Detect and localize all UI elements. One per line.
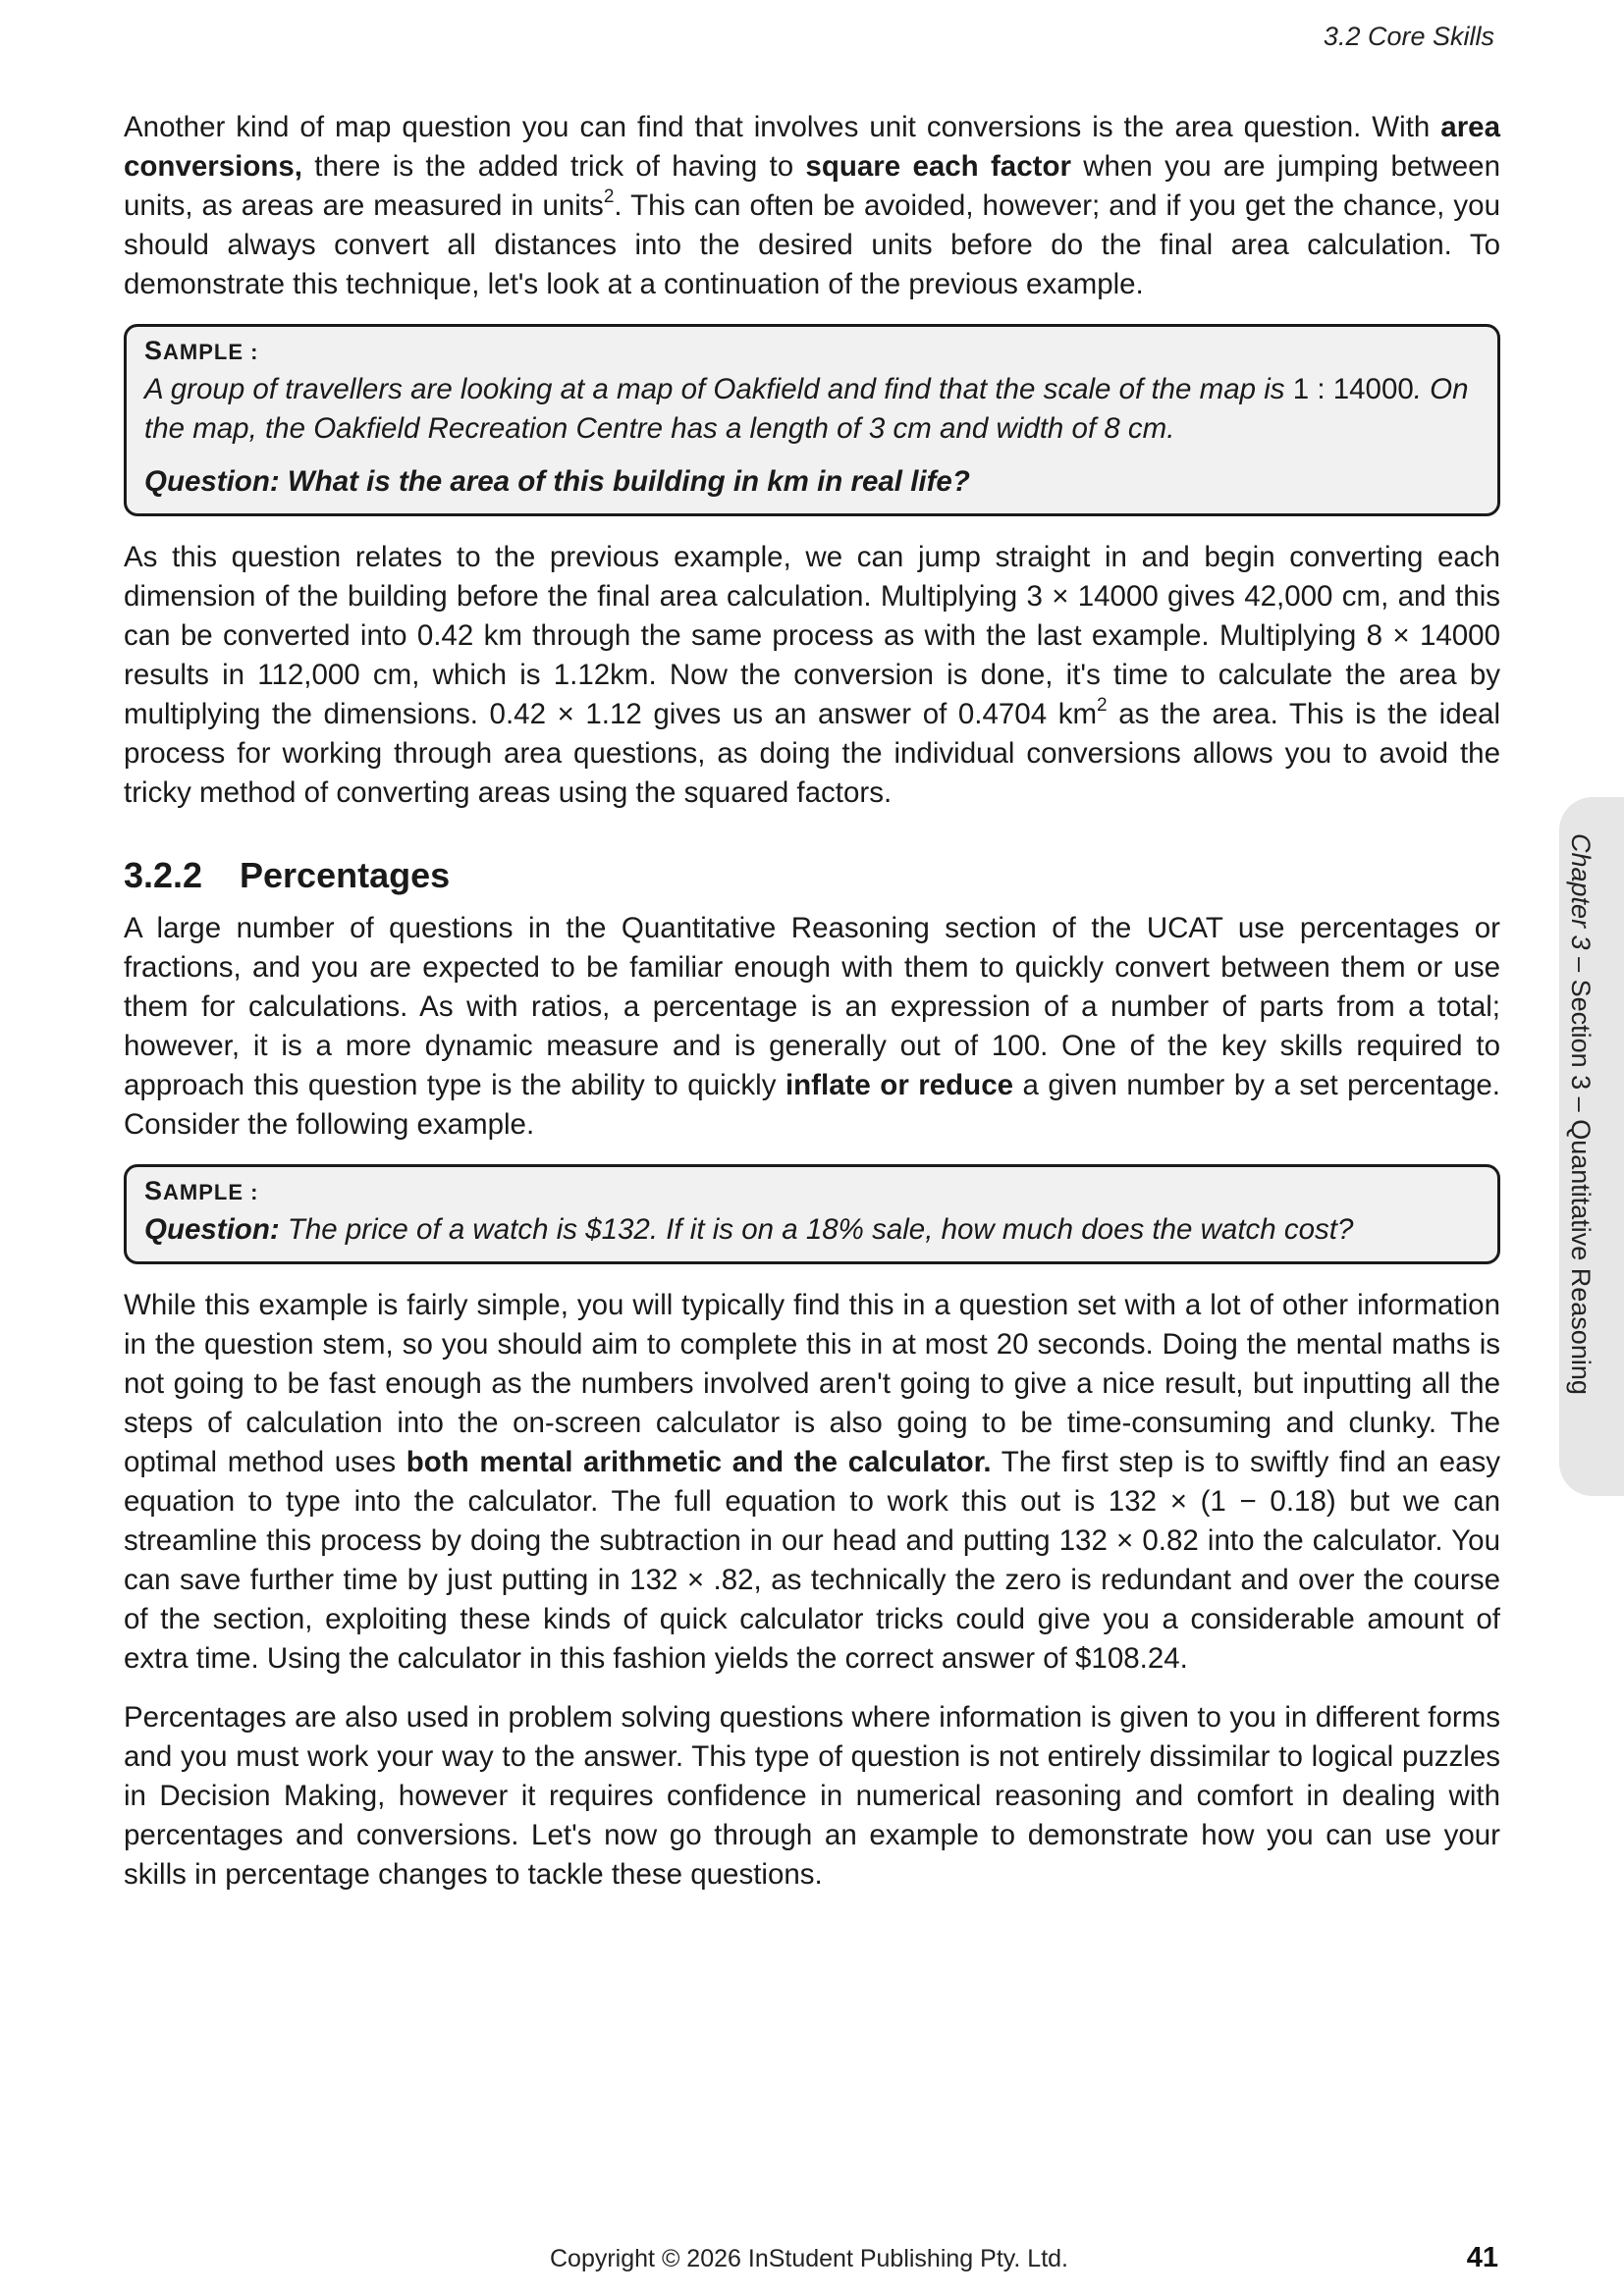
footer-copyright: Copyright © 2026 InStudent Publishing Pty. Ltd. [550,2245,1069,2272]
map-scale-ratio: 1 : 14000 [1292,373,1414,405]
superscript: 2 [603,187,615,207]
sample-text: A group of travellers are looking at a map of Oakfield and find that the scale of the map is 1 : 14000. On the map, the Oakfield Recreation Centre has a length of 3 cm and width of 8 cm. [144,373,1469,445]
area-explanation-paragraph: As this question relates to the previous example, we can jump straight in and begin converting each dimension of the building before the final area calculation. Multiplying 3 × 14000 gives 42,000 cm, and this can be converted into 0.42 km through the same process as with the last example. Multiplying 8 × 14000 results in 112,000 cm, which is 1.12km. Now the conversion is done, it's time to calculate the area by multiplying the dimensions. 0.42 × 1.12 gives us an answer of 0.4704 $km^2$ as the area. This is the ideal process for working through area questions, as doing the individual conversions allows you to avoid the tricky method of converting areas using the squared factors. [124,541,1500,809]
sample-question: Question: What is the area of this building in km in real life? [144,465,970,498]
intro-paragraph [124,108,1500,304]
sample-box-percentage [124,1164,1500,1264]
section-heading [124,854,1500,897]
superscript: 2 [1097,695,1108,716]
sample-question: Question: The price of a watch is $132. If it is on a 18% sale, how much does the watch cost? [144,1213,1354,1246]
percentages-intro-paragraph: A large number of questions in the Quantitative Reasoning section of the UCAT use percentages or fractions, and you are expected to be familiar enough with them to quickly convert between them or use them for calculations. As with ratios, a percentage is an expression of a number of parts from a total; however, it is a more dynamic measure and is generally out of 100. One of the key skills required to approach this question type is the ability to quickly inflate or reduce a given number by a set percentage. Consider the following example. [124,912,1500,1141]
intro-text: Another kind of map question you can find that involves unit conversions is the area question. With [124,111,1441,143]
sample-title: SAMPLE : [144,336,259,365]
bold-inflate-reduce: inflate or reduce [785,1069,1014,1101]
percentages-explanation-paragraph: While this example is fairly simple, you will typically find this in a question set with a lot of other information in the question stem, so you should aim to complete this in at most 20 seconds. Doing the mental maths is not going to be fast enough as the numbers involved aren't going to give a nice result, but inputting all the steps of calculation into the on-screen calculator is also going to be time-consuming and clunky. The optimal method uses both mental arithmetic and the calculator. The first step is to swiftly find an easy equation to type into the calculator. The full equation to work this out is 132 × (1 − 0.18) but we can streamline this process by doing the subtraction in our head and putting 132 × 0.82 into the calculator. You can save further time by just putting in 132 × .82, as technically the zero is redundant and over the course of the section, exploiting these kinds of quick calculator tricks could give you a considerable amount of extra time. Using the calculator in this fashion yields the correct answer of $108.24. [124,1289,1501,1675]
intro-text: there is the added trick of having to [301,150,806,183]
sample-box-area [124,324,1500,516]
section-number: 3.2.2 [124,855,203,895]
section-title: Percentages [240,855,451,895]
chapter-side-tab-label: Chapter 3 – Section 3 – Quantitative Reasoning [1566,833,1596,1395]
sample-title: SAMPLE : [144,1176,259,1205]
page-content [124,108,1500,1914]
intro-bold-square-factor: square each factor [805,150,1071,183]
running-header: 3.2 Core Skills [1323,22,1494,51]
bold-mental-calculator: both mental arithmetic and the calculator. [406,1446,992,1478]
intro-text: . This can often be avoided, however; and if you get the chance, you should always convert all distances into the desired units before do the final area calculation. To demonstrate this technique, let's look at a continuation of the previous example. [124,189,1500,300]
problem-solving-paragraph: Percentages are also used in problem solving questions where information is given to you in different forms and you must work your way to the answer. This type of question is not entirely dissimilar to logical puzzles in Decision Making, however it requires confidence in numerical reasoning and comfort in dealing with percentages and conversions. Let's now go through an example to demonstrate how you can use your skills in percentage changes to tackle these questions. [124,1701,1500,1891]
intro-bold-area-conversions: area conversions, [124,111,1500,183]
intro-text: when you are jumping between units, as areas are measured in units [124,150,1500,222]
page-number: 41 [1466,2242,1498,2273]
